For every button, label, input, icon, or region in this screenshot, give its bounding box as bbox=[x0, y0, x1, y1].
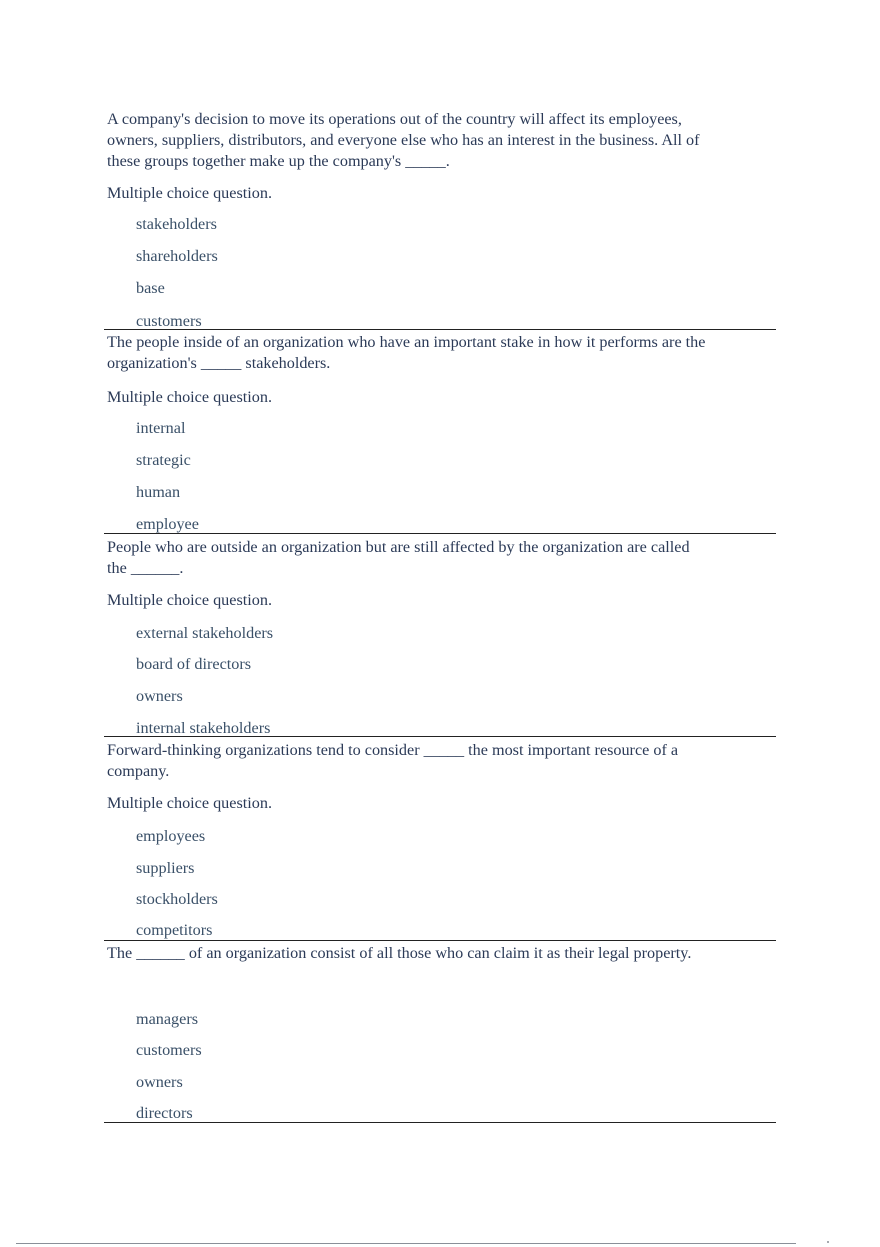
question-type-label: Multiple choice question. bbox=[107, 184, 272, 202]
question-block-5 bbox=[104, 941, 776, 1123]
question-text: Forward-thinking organizations tend to consider _____ the most important resource of a company. bbox=[107, 741, 679, 780]
answer-option[interactable]: internal stakeholders bbox=[136, 719, 271, 737]
answer-option[interactable]: shareholders bbox=[136, 247, 218, 265]
footer-mark bbox=[827, 1241, 829, 1243]
answer-option[interactable]: owners bbox=[136, 687, 183, 705]
question-block-3 bbox=[104, 534, 776, 737]
answer-option[interactable]: owners bbox=[136, 1073, 183, 1091]
answer-option[interactable]: employee bbox=[136, 515, 199, 533]
answer-option[interactable]: competitors bbox=[136, 921, 213, 939]
answer-option[interactable]: customers bbox=[136, 312, 202, 330]
answer-option[interactable]: customers bbox=[136, 1041, 202, 1059]
question-type-label: Multiple choice question. bbox=[107, 388, 272, 406]
answer-option[interactable]: stockholders bbox=[136, 890, 218, 908]
answer-option[interactable]: strategic bbox=[136, 451, 191, 469]
question-text: A company's decision to move its operations out of the country will affect its employees, owners, suppliers, distributors, and everyone else who has an interest in the business. All of these groups together make up the company's _____. bbox=[107, 110, 700, 170]
question-block-4 bbox=[104, 737, 776, 941]
answer-option[interactable]: base bbox=[136, 279, 165, 297]
question-block-2 bbox=[104, 330, 776, 534]
answer-option[interactable]: employees bbox=[136, 827, 206, 845]
answer-option[interactable]: directors bbox=[136, 1104, 193, 1122]
answer-option[interactable]: suppliers bbox=[136, 859, 195, 877]
question-type-label: Multiple choice question. bbox=[107, 591, 272, 609]
answer-option[interactable]: internal bbox=[136, 419, 186, 437]
answer-option[interactable]: human bbox=[136, 483, 181, 501]
question-type-label: Multiple choice question. bbox=[107, 794, 272, 812]
answer-option[interactable]: stakeholders bbox=[136, 215, 217, 233]
question-text: The people inside of an organization who have an important stake in how it performs are the organization's _____ stakeholders. bbox=[107, 333, 706, 372]
question-block-1 bbox=[104, 108, 776, 330]
answer-option[interactable]: external stakeholders bbox=[136, 624, 274, 642]
answer-option[interactable]: board of directors bbox=[136, 655, 252, 673]
question-text: People who are outside an organization but are still affected by the organization are called the ______. bbox=[107, 538, 690, 577]
question-text: The ______ of an organization consist of all those who can claim it as their legal property. bbox=[107, 944, 692, 962]
answer-option[interactable]: managers bbox=[136, 1010, 199, 1028]
footer-divider bbox=[16, 1243, 796, 1244]
